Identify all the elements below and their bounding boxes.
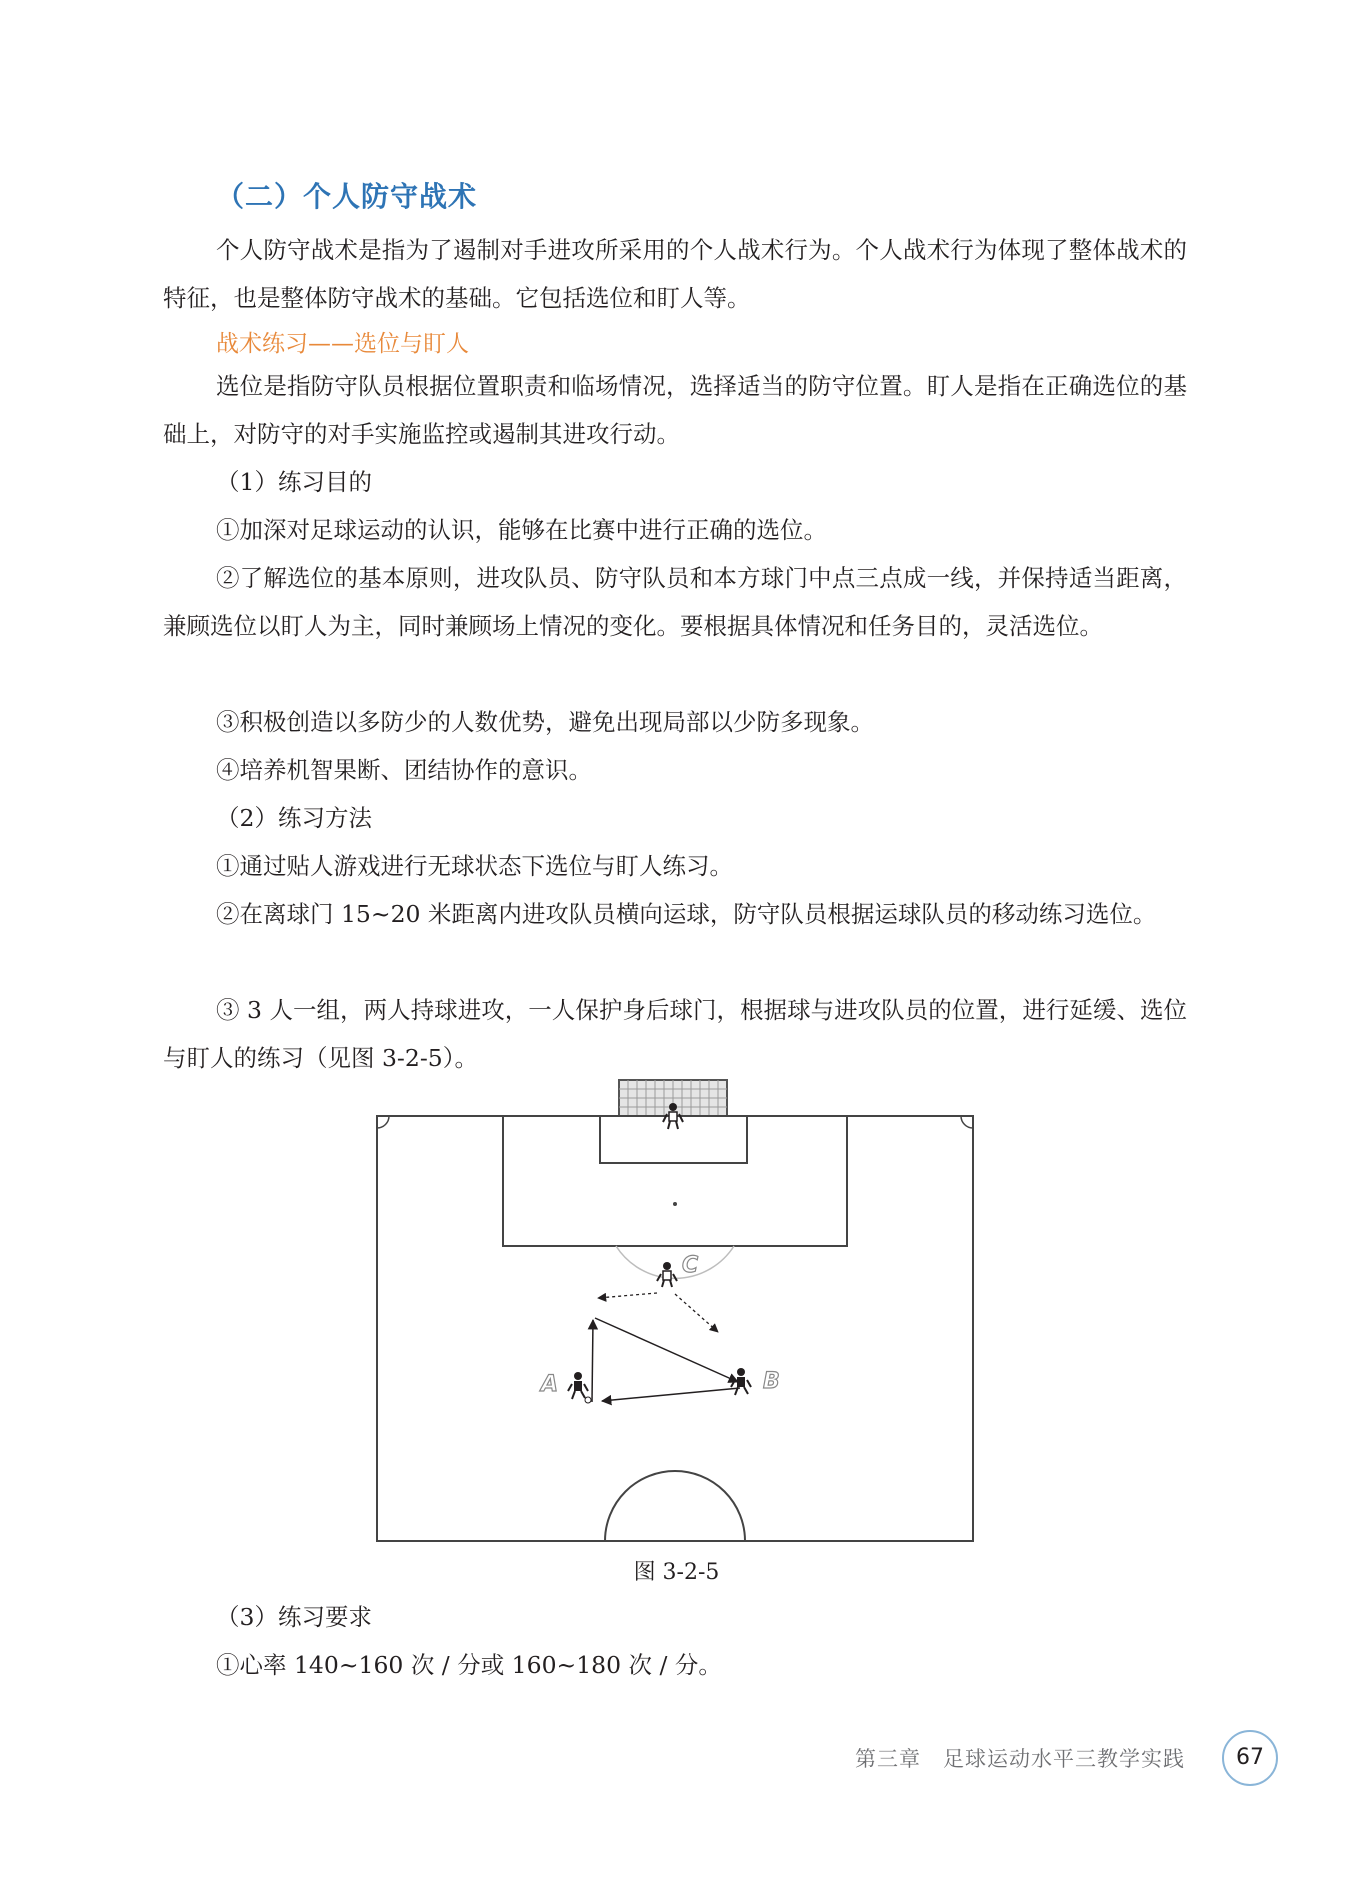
figure-caption: 图 3-2-5 bbox=[633, 1560, 720, 1585]
pass-a-up-arrow bbox=[592, 1320, 593, 1402]
requirements-title: （3）练习要求 bbox=[216, 1603, 372, 1631]
intro-paragraph: 个人防守战术是指为了遏制对手进攻所采用的个人战术行为。个人战术行为体现了整体战术的特征，也是整体防守战术的基础。它包括选位和盯人等。 bbox=[163, 236, 1187, 312]
method-item-3: ③ 3 人一组，两人持球进攻，一人保护身后球门，根据球与进攻队员的位置，进行延缓、选位与盯人的练习（见图 3-2-5）。 bbox=[163, 996, 1187, 1072]
purpose-item-4: ④培养机智果断、团结协作的意识。 bbox=[216, 756, 592, 784]
method-item-1: ①通过贴人游戏进行无球状态下选位与盯人练习。 bbox=[216, 852, 733, 880]
purpose-item-1: ①加深对足球运动的认识，能够在比赛中进行正确的选位。 bbox=[216, 516, 827, 544]
penalty-spot bbox=[673, 1202, 677, 1206]
player-b-label: B bbox=[763, 1369, 780, 1394]
method-item-2: ②在离球门 15~20 米距离内进攻队员横向运球，防守队员根据运球队员的移动练习选位。 bbox=[216, 900, 1157, 928]
purpose-item-2: ②了解选位的基本原则，进攻队员、防守队员和本方球门中点三点成一线，并保持适当距离，兼顾选位以盯人为主，同时兼顾场上情况的变化。要根据具体情况和任务目的，灵活选位。 bbox=[163, 564, 1187, 640]
method-title: （2）练习方法 bbox=[216, 804, 372, 832]
definition-paragraph: 选位是指防守队员根据位置职责和临场情况，选择适当的防守位置。盯人是指在正确选位的基础上，对防守的对手实施监控或遏制其进攻行动。 bbox=[163, 372, 1187, 448]
purpose-item-3: ③积极创造以多防少的人数优势，避免出现局部以少防多现象。 bbox=[216, 708, 874, 736]
player-c-label: C bbox=[682, 1253, 699, 1278]
practice-subheading: 战术练习——选位与盯人 bbox=[216, 331, 469, 357]
chapter-footer: 第三章 足球运动水平三教学实践 bbox=[855, 1747, 1185, 1771]
drill-diagram bbox=[370, 1076, 980, 1548]
section-heading: （二）个人防守战术 bbox=[216, 180, 478, 213]
field-boundary bbox=[377, 1116, 973, 1541]
purpose-title: （1）练习目的 bbox=[216, 468, 372, 496]
page-number: 67 bbox=[1222, 1730, 1278, 1786]
player-a-label: A bbox=[541, 1372, 559, 1397]
requirements-item-1: ①心率 140~160 次 / 分或 160~180 次 / 分。 bbox=[216, 1651, 722, 1679]
